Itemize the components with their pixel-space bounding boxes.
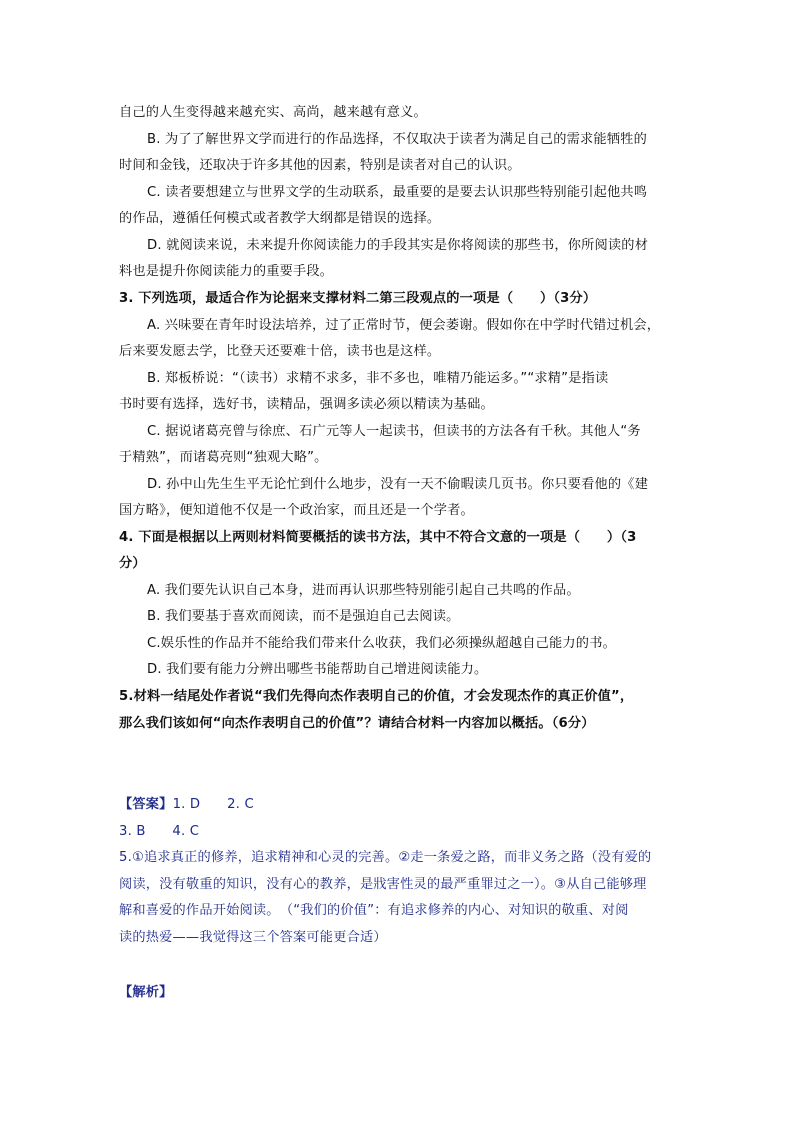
answer-3-4: 3. B 4. C [119, 824, 200, 839]
q3-option-c-line-1: C. 据说诸葛亮曾与徐庶、石广元等人一起读书，但读书的方法各有千秋。其他人“务 [147, 424, 641, 439]
analysis-label: 【解析】 [119, 985, 173, 1000]
q3-option-d-line-1: D. 孙中山先生生平无论忙到什么地步，没有一天不偷暇读几页书。你只要看他的《建 [147, 477, 649, 492]
answer-label: 【答案】 [119, 797, 173, 812]
question-5-line-1: 5.材料一结尾处作者说“我们先得向杰作表明自己的价值，才会发现杰作的真正价值”， [119, 689, 634, 704]
option-b-line-1: B. 为了了解世界文学而进行的作品选择，不仅取决于读者为满足自己的需求能牺牲的 [147, 132, 647, 147]
option-c-line-1: C. 读者要想建立与世界文学的生动联系，最重要的是要去认识那些特别能引起他共鸣 [147, 185, 648, 200]
option-b-line-2: 时间和金钱，还取决于许多其他的因素，特别是读者对自己的认识。 [119, 158, 521, 173]
q3-option-a-line-1: A. 兴味要在青年时设法培养，过了正常时节，便会萎谢。假如你在中学时代错过机会， [147, 318, 661, 333]
q3-option-a-line-2: 后来要发愿去学，比登天还要难十倍，读书也是这样。 [119, 344, 441, 359]
option-d-line-2: 料也是提升你阅读能力的重要手段。 [119, 264, 334, 279]
q3-option-b-line-2: 书时要有选择，选好书，读精品，强调多读必须以精读为基础。 [119, 397, 494, 412]
question-4-line-2: 分） [119, 556, 146, 571]
question-4-line-1: 4. 下面是根据以上两则材料简要概括的读书方法，其中不符合文意的一项是（ ）（3 [119, 530, 637, 545]
option-c-line-2: 的作品，遵循任何模式或者教学大纲都是错误的选择。 [119, 211, 441, 226]
q4-option-b: B. 我们要基于喜欢而阅读，而不是强迫自己去阅读。 [147, 609, 460, 624]
question-5-line-2: 那么我们该如何“向杰作表明自己的价值”？请结合材料一内容加以概括。（6分） [119, 716, 595, 731]
answer-5-line-3: 解和喜爱的作品开始阅读。 （“我们的价值”：有追求修养的内心、对知识的敬重、对阅 [119, 903, 629, 918]
answer-5-line-4: 读的热爱——我觉得这三个答案可能更合适） [119, 930, 387, 945]
answer-5-line-2: 阅读，没有敬重的知识，没有心的教养，是戕害性灵的最严重罪过之一）。③从自己能够理 [119, 877, 647, 892]
answer-1-2: 1. D 2. C [172, 797, 254, 812]
question-3: 3. 下列选项，最适合作为论据来支撑材料二第三段观点的一项是（ ）（3分） [119, 291, 597, 306]
answer-5-line-1: 5.①追求真正的修养，追求精神和心灵的完善。②走一条爱之路，而非义务之路（没有爱的 [119, 850, 652, 865]
q4-option-d: D. 我们要有能力分辨出哪些书能帮助自己增进阅读能力。 [147, 662, 488, 677]
q3-option-d-line-2: 国方略》，便知道他不仅是一个政治家，而且还是一个学者。 [119, 503, 474, 518]
answer-row-1 [119, 796, 254, 814]
option-d-line-1: D. 就阅读来说，未来提升你阅读能力的手段其实是你将阅读的那些书，你所阅读的材 [147, 238, 649, 253]
q4-option-a: A. 我们要先认识自己本身，进而再认识那些特别能引起自己共鸣的作品。 [147, 583, 580, 598]
q4-option-c: C.娱乐性的作品并不能给我们带来什么收获，我们必须操纵超越自己能力的书。 [147, 636, 616, 651]
q3-option-b-line-1: B. 郑板桥说：“（读书）求精不求多，非不多也，唯精乃能运多。”“求精”是指读 [147, 371, 609, 386]
text-line: 自己的人生变得越来越充实、高尚，越来越有意义。 [119, 105, 427, 120]
q3-option-c-line-2: 于精熟”，而诸葛亮则“独观大略”。 [119, 450, 328, 465]
